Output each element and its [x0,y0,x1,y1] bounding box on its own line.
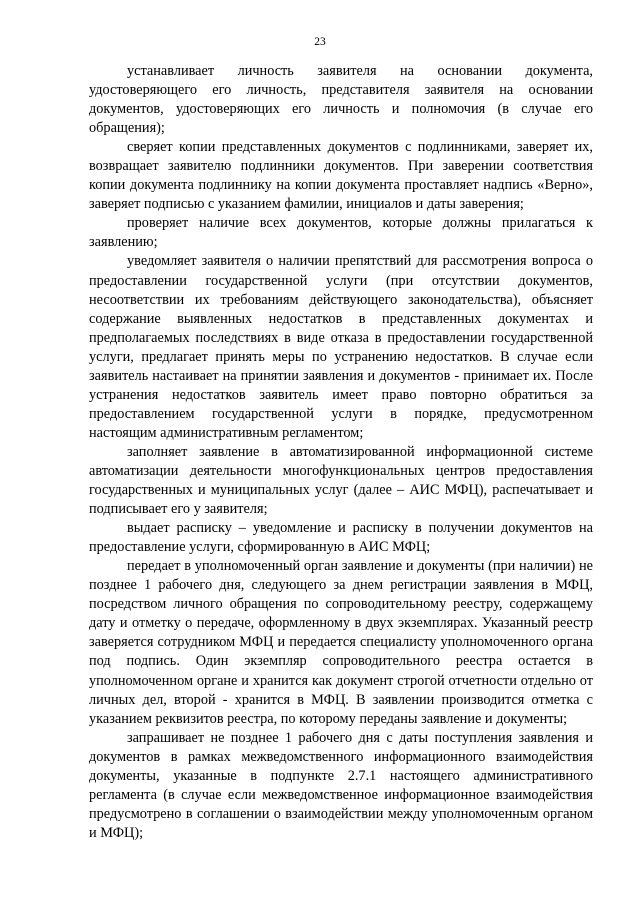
paragraph-notify-obstacles: уведомляет заявителя о наличии препятствий для рассмотрения вопроса о предоставлении государственной услуги (при отсутствии документов, несоответствии их требованиям действующего законодательства), объясняет содержание выявленных недостатков в представленных документах и предполагаемых последствиях в виде отказа в предоставлении государственной услуги, предлагает принять меры по устранению недостатков. В случае если заявитель настаивает на принятии заявления и документов - принимает их. После устранения недостатков заявитель имеет право повторно обратиться за предоставлением государственной услуги в порядке, предусмотренном настоящим административным регламентом; [89,253,593,441]
paragraph-transfer-documents: передает в уполномоченный орган заявление и документы (при наличии) не позднее 1 рабочего дня, следующего за днем регистрации заявления в МФЦ, посредством личного обращения по сопроводительному реестру, содержащему дату и отметку о передаче, оформленному в двух экземплярах. Указанный реестр заверяется сотрудником МФЦ и передается специалисту уполномоченного органа под подпись. Один экземпляр сопроводительного реестра остается в уполномоченном органе и хранится как документ строгой отчетности отдельно от личных дел, второй - хранится в МФЦ. В заявлении производится отметка с указанием реквизитов реестра, по которому переданы заявление и документы; [89,558,593,727]
paragraph-issue-receipt: выдает расписку – уведомление и расписку в получении документов на предоставление услуги, сформированную в АИС МФЦ; [89,520,593,556]
paragraph-fill-application: заполняет заявление в автоматизированной информационной системе автоматизации деятельности многофункциональных центров предоставления государственных и муниципальных услуг (далее – АИС МФЦ), распечатывает и подписывает его у заявителя; [89,443,593,518]
page-number: 23 [314,36,326,48]
paragraph-verify-copies: сверяет копии представленных документов с подлинниками, заверяет их, возвращает заявителю подлинники документов. При заверении соответствия копии документа подлиннику на копии документа проставляет надпись «Верно», заверяет подписью с указанием фамилии, инициалов и даты заверения; [89,139,593,213]
paragraph-identify-applicant: устанавливает личность заявителя на основании документа, удостоверяющего его личность, представителя заявителя на основании документов, удостоверяющих его личность и полномочия (в случае его обращения); [89,63,593,137]
paragraph-request-documents: запрашивает не позднее 1 рабочего дня с даты поступления заявления и документов в рамках межведомственного информационного взаимодействия документы, указанные в подпункте 2.7.1 настоящего административного регламента (в случае если межведомственное информационное взаимодействия предусмотрено в соглашении о взаимодействии между уполномоченным органом и МФЦ); [89,729,593,841]
body-text [89,62,593,843]
paragraph-check-documents: проверяет наличие всех документов, которые должны прилагаться к заявлению; [89,215,593,251]
